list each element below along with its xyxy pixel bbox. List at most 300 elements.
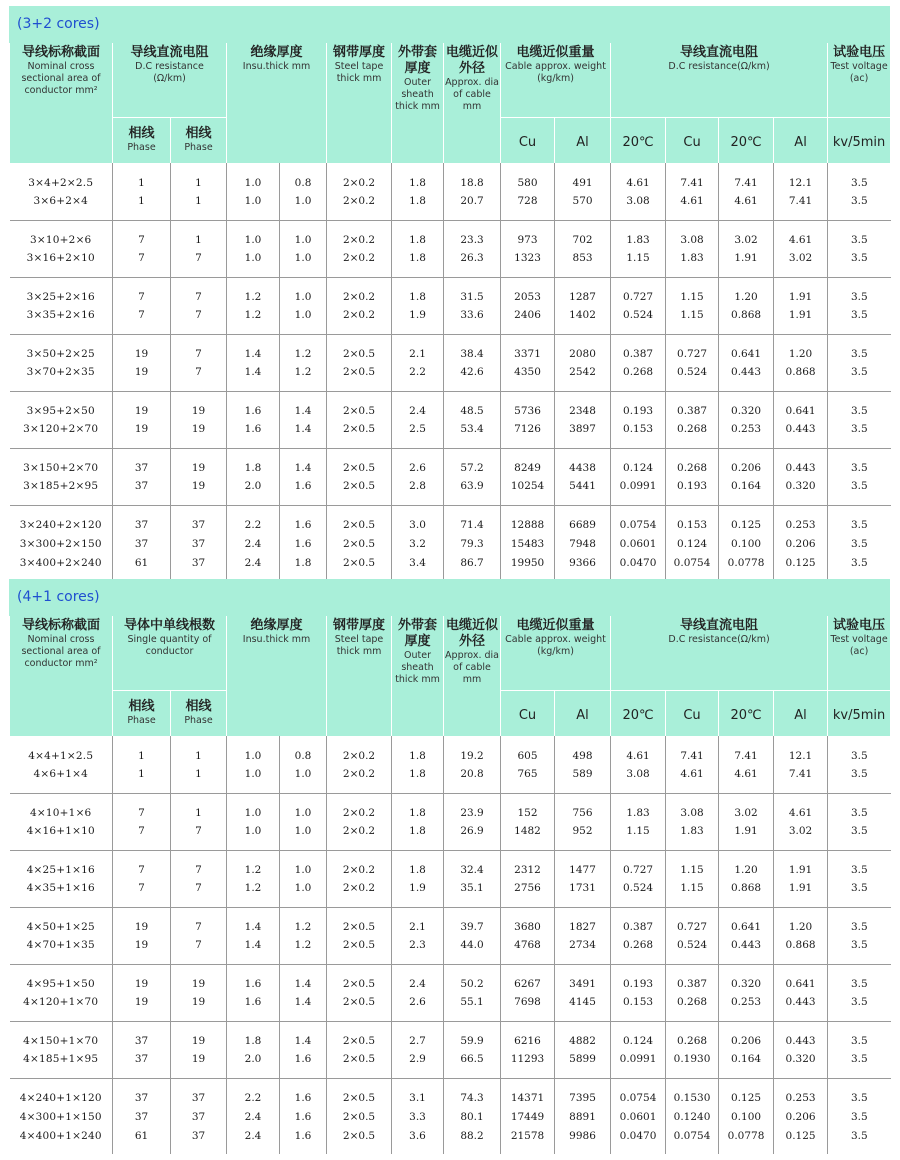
table-cell: 21578 — [501, 1126, 555, 1154]
table-cell: 19 — [113, 420, 171, 448]
table-cell: 0.153 — [611, 993, 666, 1021]
table-cell: 61 — [113, 1126, 171, 1154]
table-cell: 2×0.2 — [327, 765, 392, 793]
table-cell: 3.5 — [828, 192, 891, 220]
header-res-20c-1: 20℃ — [611, 117, 666, 163]
table-cell: 973 — [501, 220, 555, 249]
table-cell: 2×0.5 — [327, 334, 392, 363]
table-row — [10, 420, 891, 448]
table-cell: 0.164 — [719, 477, 774, 505]
table-cell: 37 — [113, 1050, 171, 1078]
table-cell: 37 — [171, 1126, 227, 1154]
table-cell: 2×0.2 — [327, 220, 392, 249]
table-cell: 7948 — [555, 534, 611, 553]
table-cell: 19 — [171, 1021, 227, 1050]
header-res-al: Al — [774, 117, 828, 163]
table-row — [10, 879, 891, 907]
table-cell: 0.443 — [774, 420, 828, 448]
table-cell: 0.0991 — [611, 1050, 666, 1078]
table-cell: 0.0991 — [611, 477, 666, 505]
cell-size: 4×185+1×95 — [10, 1050, 113, 1078]
table-cell: 3.5 — [828, 1078, 891, 1107]
table-row — [10, 850, 891, 879]
table-cell: 2×0.2 — [327, 879, 392, 907]
header-weight-cu: Cu — [501, 117, 555, 163]
table-cell: 37 — [113, 477, 171, 505]
cell-size: 4×6+1×4 — [10, 765, 113, 793]
table-cell: 26.3 — [444, 249, 501, 277]
table-cell: 2×0.5 — [327, 1021, 392, 1050]
table-cell: 1 — [171, 765, 227, 793]
header-res-or-count: 导体中单线根数 Single quantity of conductor — [113, 616, 227, 690]
table-cell: 3.5 — [828, 249, 891, 277]
table-cell: 1.9 — [392, 306, 444, 334]
table-cell: 50.2 — [444, 964, 501, 993]
table-cell: 5441 — [555, 477, 611, 505]
table-cell: 1.4 — [280, 964, 327, 993]
header-kv-5min: kv/5min — [828, 117, 891, 163]
table-cell: 0.320 — [774, 477, 828, 505]
table-cell: 74.3 — [444, 1078, 501, 1107]
table-cell: 0.443 — [719, 936, 774, 964]
table-cell: 4.61 — [611, 163, 666, 192]
table-cell: 37 — [171, 505, 227, 534]
table-cell: 3.02 — [719, 220, 774, 249]
section-title: (4+1 cores) — [9, 579, 890, 616]
table-cell: 15483 — [501, 534, 555, 553]
table-row — [10, 736, 891, 765]
table-cell: 61 — [113, 553, 171, 581]
table-cell: 1 — [113, 736, 171, 765]
table-cell: 3.5 — [828, 1126, 891, 1154]
table-cell: 37 — [171, 1107, 227, 1126]
table-cell: 19 — [171, 448, 227, 477]
table-cell: 2×0.2 — [327, 822, 392, 850]
table-cell: 1.8 — [392, 736, 444, 765]
table-cell: 6216 — [501, 1021, 555, 1050]
table-cell: 0.0754 — [666, 1126, 719, 1154]
table-cell: 0.125 — [719, 505, 774, 534]
table-cell: 19.2 — [444, 736, 501, 765]
table-cell: 4350 — [501, 363, 555, 391]
table-cell: 1.8 — [280, 553, 327, 581]
table-cell: 20.7 — [444, 192, 501, 220]
table-cell: 3.08 — [611, 765, 666, 793]
table-cell: 1287 — [555, 277, 611, 306]
table-cell: 0.253 — [774, 505, 828, 534]
table-cell: 17449 — [501, 1107, 555, 1126]
table-cell: 0.868 — [774, 363, 828, 391]
table-cell: 2.0 — [227, 477, 280, 505]
table-row — [10, 553, 891, 581]
cell-size: 4×70+1×35 — [10, 936, 113, 964]
table-cell: 32.4 — [444, 850, 501, 879]
table-cell: 7 — [171, 936, 227, 964]
header-phase-1: 相线 Phase — [113, 690, 171, 736]
table-cell: 0.206 — [719, 1021, 774, 1050]
table-cell: 3.2 — [392, 534, 444, 553]
table-cell: 3.5 — [828, 163, 891, 192]
table-cell: 1.6 — [280, 1050, 327, 1078]
table-row — [10, 391, 891, 420]
table-cell: 0.193 — [666, 477, 719, 505]
table-cell: 48.5 — [444, 391, 501, 420]
header-weight-cu: Cu — [501, 690, 555, 736]
table-row — [10, 765, 891, 793]
table-cell: 7 — [171, 822, 227, 850]
table-cell: 2.4 — [227, 534, 280, 553]
table-cell: 3.5 — [828, 879, 891, 907]
table-cell: 4438 — [555, 448, 611, 477]
table-cell: 1402 — [555, 306, 611, 334]
table-row — [10, 163, 891, 192]
table-cell: 3.4 — [392, 553, 444, 581]
table-cell: 589 — [555, 765, 611, 793]
table-cell: 7 — [113, 850, 171, 879]
cell-size: 3×70+2×35 — [10, 363, 113, 391]
table-cell: 2312 — [501, 850, 555, 879]
table-cell: 2.6 — [392, 448, 444, 477]
header-weight-al: Al — [555, 117, 611, 163]
table-cell: 2×0.5 — [327, 1078, 392, 1107]
header-dc-resistance: 导线直流电阻 D.C resistance(Ω/km) — [611, 616, 828, 690]
table-cell: 2.2 — [227, 1078, 280, 1107]
table-cell: 1.15 — [666, 306, 719, 334]
table-cell: 0.524 — [666, 936, 719, 964]
table-cell: 2×0.5 — [327, 964, 392, 993]
table-cell: 19 — [171, 993, 227, 1021]
table-cell: 1.9 — [392, 879, 444, 907]
table-cell: 3.5 — [828, 553, 891, 581]
table-cell: 1.2 — [280, 907, 327, 936]
cell-size: 4×400+1×240 — [19, 1129, 102, 1142]
table-row — [10, 249, 891, 277]
table-cell: 0.124 — [611, 448, 666, 477]
table-cell: 9366 — [555, 553, 611, 581]
table-cell: 0.0470 — [611, 1126, 666, 1154]
header-phase-1: 相线 Phase — [113, 117, 171, 163]
table-cell: 2×0.2 — [327, 163, 392, 192]
table-cell: 0.524 — [666, 363, 719, 391]
table-cell: 3680 — [501, 907, 555, 936]
table-cell: 1.20 — [774, 907, 828, 936]
table-cell: 1.0 — [280, 765, 327, 793]
table-cell: 0.253 — [719, 420, 774, 448]
table-cell: 1.0 — [280, 793, 327, 822]
table-cell: 3.08 — [611, 192, 666, 220]
cable-spec-table — [9, 43, 891, 581]
table-cell: 0.641 — [719, 334, 774, 363]
table-cell: 0.1530 — [666, 1078, 719, 1107]
table-cell: 1.8 — [392, 163, 444, 192]
table-cell: 1 — [113, 765, 171, 793]
table-cell: 0.268 — [666, 420, 719, 448]
table-cell: 0.641 — [719, 907, 774, 936]
table-cell: 1827 — [555, 907, 611, 936]
table-cell: 79.3 — [444, 534, 501, 553]
table-cell: 1.0 — [227, 163, 280, 192]
cell-size: 4×25+1×16 — [26, 863, 95, 876]
table-cell: 4882 — [555, 1021, 611, 1050]
table-cell: 1.91 — [774, 850, 828, 879]
table-cell: 728 — [501, 192, 555, 220]
table-cell: 2×0.5 — [327, 1126, 392, 1154]
header-res-or-count: 导线直流电阻 D.C resistance (Ω/km) — [113, 43, 227, 117]
header-weight: 电缆近似重量 Cable approx. weight (kg/km) — [501, 616, 611, 690]
table-cell: 0.641 — [774, 964, 828, 993]
table-cell: 0.641 — [774, 391, 828, 420]
table-cell: 3371 — [501, 334, 555, 363]
table-cell: 12888 — [501, 505, 555, 534]
table-cell: 2.1 — [392, 907, 444, 936]
table-cell: 3.5 — [828, 993, 891, 1021]
table-cell: 1.91 — [774, 306, 828, 334]
cell-size: 3×300+2×150 — [19, 537, 102, 550]
table-row — [10, 1107, 891, 1126]
table-cell: 19950 — [501, 553, 555, 581]
table-cell: 7.41 — [774, 765, 828, 793]
table-cell: 4.61 — [719, 192, 774, 220]
table-cell: 0.124 — [666, 534, 719, 553]
table-cell: 37 — [113, 448, 171, 477]
table-cell: 19 — [113, 391, 171, 420]
table-row — [10, 306, 891, 334]
table-cell: 1.0 — [280, 277, 327, 306]
table-cell: 5736 — [501, 391, 555, 420]
table-cell: 7 — [113, 879, 171, 907]
table-cell: 1.15 — [666, 850, 719, 879]
table-cell: 1.6 — [280, 1107, 327, 1126]
cell-size: 4×4+1×2.5 — [28, 749, 94, 762]
table-cell: 0.0778 — [719, 1126, 774, 1154]
table-cell: 19 — [171, 391, 227, 420]
table-cell: 0.206 — [774, 1107, 828, 1126]
table-cell: 1.6 — [227, 391, 280, 420]
table-row — [10, 220, 891, 249]
table-cell: 0.100 — [719, 1107, 774, 1126]
table-cell: 3.5 — [828, 420, 891, 448]
table-cell: 2×0.2 — [327, 850, 392, 879]
table-cell: 1.2 — [227, 879, 280, 907]
table-cell: 2×0.2 — [327, 306, 392, 334]
table-cell: 1.0 — [227, 822, 280, 850]
table-cell: 3.02 — [774, 249, 828, 277]
cell-size: 3×95+2×50 — [26, 404, 95, 417]
cell-size: 3×240+2×120 — [19, 518, 102, 531]
table-cell: 2×0.5 — [327, 363, 392, 391]
table-cell: 7 — [171, 306, 227, 334]
table-cell: 86.7 — [444, 553, 501, 581]
table-cell: 2×0.2 — [327, 249, 392, 277]
table-cell: 37 — [171, 1078, 227, 1107]
table-cell: 10254 — [501, 477, 555, 505]
table-cell: 3.5 — [828, 277, 891, 306]
table-cell: 3.5 — [828, 936, 891, 964]
table-cell: 3.5 — [828, 964, 891, 993]
table-cell: 3.08 — [666, 793, 719, 822]
header-res-20c-2: 20℃ — [719, 117, 774, 163]
table-cell: 7 — [171, 879, 227, 907]
table-cell: 33.6 — [444, 306, 501, 334]
table-cell: 37 — [113, 1021, 171, 1050]
table-cell: 3.5 — [828, 1050, 891, 1078]
table-cell: 7.41 — [719, 163, 774, 192]
table-cell: 1 — [113, 163, 171, 192]
header-weight-al: Al — [555, 690, 611, 736]
table-cell: 2×0.5 — [327, 936, 392, 964]
table-cell: 2×0.5 — [327, 420, 392, 448]
table-row — [10, 192, 891, 220]
section-title: (3+2 cores) — [9, 6, 890, 43]
table-cell: 19 — [113, 363, 171, 391]
table-cell: 2.8 — [392, 477, 444, 505]
table-cell: 1.0 — [280, 822, 327, 850]
cell-size: 4×120+1×70 — [10, 993, 113, 1021]
table-cell: 2×0.5 — [327, 448, 392, 477]
table-cell: 19 — [171, 477, 227, 505]
table-cell: 37 — [113, 1078, 171, 1107]
table-cell: 44.0 — [444, 936, 501, 964]
table-cell: 3.5 — [828, 822, 891, 850]
table-cell: 3897 — [555, 420, 611, 448]
table-cell: 7.41 — [774, 192, 828, 220]
table-cell: 1.2 — [280, 936, 327, 964]
table-cell: 3.5 — [828, 793, 891, 822]
table-cell: 3.1 — [392, 1078, 444, 1107]
table-cell: 88.2 — [444, 1126, 501, 1154]
table-cell: 1.2 — [280, 334, 327, 363]
table-cell: 1 — [171, 736, 227, 765]
table-cell: 2348 — [555, 391, 611, 420]
table-cell: 5899 — [555, 1050, 611, 1078]
table-cell: 55.1 — [444, 993, 501, 1021]
table-cell: 1.0 — [227, 192, 280, 220]
table-cell: 6689 — [555, 505, 611, 534]
table-cell: 0.164 — [719, 1050, 774, 1078]
table-cell: 0.868 — [719, 306, 774, 334]
table-cell: 4.61 — [666, 192, 719, 220]
cell-size: 4×150+1×70 — [23, 1034, 99, 1047]
table-cell: 1.8 — [392, 822, 444, 850]
table-cell: 3.5 — [828, 306, 891, 334]
table-cell: 1.6 — [280, 477, 327, 505]
table-cell: 1.4 — [227, 334, 280, 363]
table-cell: 1323 — [501, 249, 555, 277]
cell-size: 3×4+2×2.5 — [28, 176, 94, 189]
table-cell: 1 — [171, 192, 227, 220]
table-cell: 0.206 — [719, 448, 774, 477]
cell-size: 3×50+2×25 — [26, 347, 95, 360]
table-cell: 1.83 — [666, 822, 719, 850]
table-cell: 0.443 — [774, 448, 828, 477]
header-nominal-area: 导线标称截面 Nominal cross sectional area of conductor mm² — [10, 616, 113, 736]
table-cell: 0.125 — [719, 1078, 774, 1107]
table-cell: 12.1 — [774, 163, 828, 192]
table-cell: 0.868 — [774, 936, 828, 964]
table-cell: 7395 — [555, 1078, 611, 1107]
table-cell: 2756 — [501, 879, 555, 907]
table-row — [10, 936, 891, 964]
table-cell: 0.443 — [774, 1021, 828, 1050]
table-cell: 80.1 — [444, 1107, 501, 1126]
table-cell: 0.100 — [719, 534, 774, 553]
table-cell: 1.15 — [666, 277, 719, 306]
table-cell: 1.4 — [280, 420, 327, 448]
table-cell: 1.8 — [392, 850, 444, 879]
table-cell: 38.4 — [444, 334, 501, 363]
table-cell: 0.193 — [611, 964, 666, 993]
cell-size: 3×6+2×4 — [10, 192, 113, 220]
table-cell: 1.0 — [227, 736, 280, 765]
table-cell: 0.0778 — [719, 553, 774, 581]
table-cell: 1.20 — [719, 850, 774, 879]
table-cell: 7126 — [501, 420, 555, 448]
table-cell: 2×0.5 — [327, 1107, 392, 1126]
header-test-voltage: 试验电压 Test voltage (ac) — [828, 43, 891, 117]
table-cell: 0.125 — [774, 1126, 828, 1154]
table-cell: 1.6 — [227, 420, 280, 448]
table-cell: 3491 — [555, 964, 611, 993]
table-row — [10, 477, 891, 505]
table-row — [10, 1126, 891, 1154]
table-cell: 1.8 — [392, 793, 444, 822]
table-cell: 3.5 — [828, 334, 891, 363]
table-cell: 0.153 — [666, 505, 719, 534]
table-cell: 2.9 — [392, 1050, 444, 1078]
table-cell: 19 — [113, 334, 171, 363]
header-outer-sheath: 外带套厚度 Outer sheath thick mm — [392, 616, 444, 736]
table-cell: 1.0 — [280, 879, 327, 907]
header-approx-dia: 电缆近似外径 Approx. dia of cable mm — [444, 43, 501, 163]
table-cell: 0.320 — [719, 391, 774, 420]
table-cell: 702 — [555, 220, 611, 249]
table-cell: 11293 — [501, 1050, 555, 1078]
table-cell: 1.8 — [227, 448, 280, 477]
table-cell: 3.6 — [392, 1126, 444, 1154]
table-row — [10, 793, 891, 822]
table-cell: 2×0.5 — [327, 391, 392, 420]
table-cell: 2×0.5 — [327, 505, 392, 534]
table-cell: 1.2 — [227, 277, 280, 306]
table-cell: 7 — [171, 363, 227, 391]
table-cell: 3.5 — [828, 1021, 891, 1050]
table-cell: 0.0754 — [611, 1078, 666, 1107]
table-cell: 7.41 — [666, 163, 719, 192]
header-phase-2: 相线 Phase — [171, 690, 227, 736]
table-cell: 7 — [171, 277, 227, 306]
table-cell: 0.8 — [280, 736, 327, 765]
header-weight: 电缆近似重量 Cable approx. weight (kg/km) — [501, 43, 611, 117]
table-cell: 7 — [171, 907, 227, 936]
table-cell: 0.253 — [774, 1078, 828, 1107]
cell-size: 3×16+2×10 — [10, 249, 113, 277]
table-cell: 59.9 — [444, 1021, 501, 1050]
table-cell: 2×0.5 — [327, 553, 392, 581]
table-cell: 39.7 — [444, 907, 501, 936]
table-cell: 1.0 — [280, 850, 327, 879]
table-cell: 1.0 — [280, 192, 327, 220]
table-cell: 3.5 — [828, 505, 891, 534]
table-cell: 1.15 — [666, 879, 719, 907]
table-cell: 1 — [171, 793, 227, 822]
table-cell: 6267 — [501, 964, 555, 993]
table-cell: 7 — [171, 850, 227, 879]
table-cell: 0.268 — [611, 363, 666, 391]
table-cell: 2×0.2 — [327, 793, 392, 822]
table-cell: 1.4 — [280, 448, 327, 477]
table-cell: 952 — [555, 822, 611, 850]
table-cell: 1.83 — [666, 249, 719, 277]
